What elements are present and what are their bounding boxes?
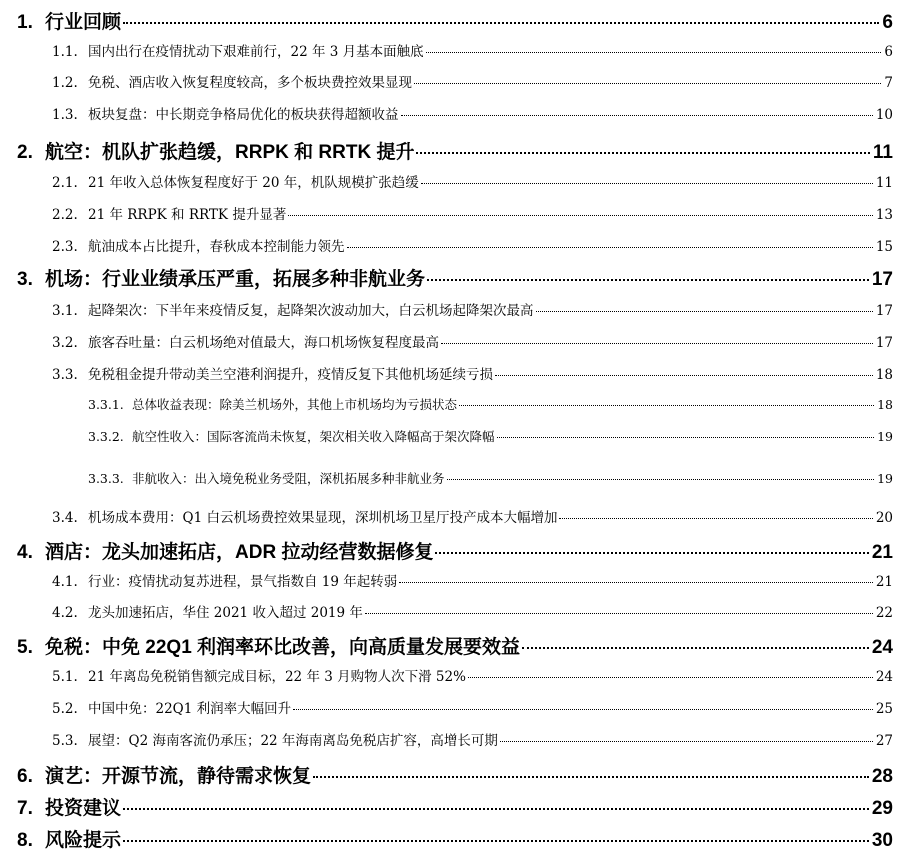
dot-leader: [559, 518, 872, 519]
toc-entry-text: [52, 71, 412, 91]
toc-entry-title: 航油成本占比提升，春秋成本控制能力领先: [88, 239, 345, 255]
toc-entry-text: [17, 7, 121, 34]
toc-entry-title: 展望：Q2 海南客流仍承压；22 年海南离岛免税店扩容，高增长可期: [88, 733, 498, 749]
toc-entry-page: 19: [877, 429, 893, 444]
toc-entry-text: [52, 665, 466, 685]
toc-entry-2-3[interactable]: [52, 235, 893, 257]
toc-entry-number: 3.3.2.: [88, 429, 124, 444]
toc-entry-page: 24: [871, 637, 893, 658]
dot-leader: [459, 405, 874, 406]
toc-entry-page: 11: [872, 142, 893, 163]
toc-entry-number: 4.2.: [52, 605, 78, 621]
toc-entry-title: 21 年 RRPK 和 RRTK 提升显著: [88, 207, 287, 223]
toc-entry-title: 机场：行业业绩承压严重，拓展多种非航业务: [45, 269, 426, 290]
dot-leader: [123, 22, 879, 24]
toc-entry-title: 21 年收入总体恢复程度好于 20 年，机队规模扩张趋缓: [88, 175, 419, 191]
toc-entry-page: 6: [882, 12, 893, 33]
toc-entry-title: 国内出行在疫情扰动下艰难前行，22 年 3 月基本面触底: [88, 44, 424, 60]
toc-entry-3-1[interactable]: [52, 299, 893, 321]
toc-entry-3-3[interactable]: [52, 363, 893, 385]
toc-entry-title: 中国中免：22Q1 利润率大幅回升: [88, 701, 292, 717]
dot-leader: [123, 840, 869, 842]
dot-leader: [435, 552, 868, 554]
toc-entry-page: 22: [875, 605, 893, 621]
dot-leader: [441, 343, 873, 344]
toc-entry-5-1[interactable]: [52, 665, 893, 687]
toc-entry-3-3-3[interactable]: [88, 469, 893, 489]
dot-leader: [495, 375, 873, 376]
dot-leader: [313, 776, 869, 778]
toc-entry-3-2[interactable]: [52, 331, 893, 353]
toc-entry-page: 18: [877, 397, 893, 412]
toc-entry-text: [17, 793, 121, 820]
toc-entry-3-4[interactable]: [52, 506, 893, 528]
toc-entry-7[interactable]: [17, 793, 893, 819]
toc-entry-text: [52, 235, 345, 255]
toc-entry-page: 30: [871, 830, 893, 851]
toc-entry-text: [52, 203, 286, 223]
toc-entry-text: [88, 427, 495, 445]
toc-entry-page: 17: [871, 269, 893, 290]
toc-entry-number: 3.4.: [52, 510, 78, 526]
toc-entry-title: 21 年离岛免税销售额完成目标，22 年 3 月购物人次下滑 52%: [88, 669, 466, 685]
toc-entry-3-3-1[interactable]: [88, 395, 893, 415]
toc-entry-text: [52, 363, 493, 383]
toc-entry-title: 演艺：开源节流，静待需求恢复: [45, 766, 312, 787]
dot-leader: [522, 647, 869, 649]
toc-entry-page: 10: [875, 107, 893, 123]
toc-entry-6[interactable]: [17, 761, 893, 787]
toc-entry-text: [88, 395, 457, 413]
toc-entry-number: 5.2.: [52, 701, 78, 717]
toc-entry-page: 25: [875, 701, 893, 717]
dot-leader: [399, 582, 873, 583]
toc-entry-number: 8.: [17, 830, 33, 851]
toc-entry-number: 7.: [17, 798, 33, 819]
toc-entry-1-1[interactable]: [52, 40, 893, 62]
toc-entry-8[interactable]: [17, 825, 893, 851]
toc-entry-text: [52, 103, 399, 123]
dot-leader: [536, 311, 873, 312]
toc-entry-3-3-2[interactable]: [88, 427, 893, 447]
toc-entry-text: [52, 40, 424, 60]
toc-entry-title: 免税租金提升带动美兰空港利润提升，疫情反复下其他机场延续亏损: [88, 367, 493, 383]
toc-entry-2-1[interactable]: [52, 171, 893, 193]
dot-leader: [497, 437, 875, 438]
toc-entry-5[interactable]: [17, 632, 893, 658]
toc-entry-number: 3.1.: [52, 303, 78, 319]
toc-entry-title: 航空性收入：国际客流尚未恢复，架次相关收入降幅高于架次降幅: [132, 429, 495, 444]
toc-entry-title: 航空：机队扩张趋缓，RRPK 和 RRTK 提升: [45, 142, 415, 163]
toc-entry-number: 1.3.: [52, 107, 78, 123]
dot-leader: [421, 183, 873, 184]
toc-entry-number: 4.: [17, 542, 33, 563]
toc-entry-page: 15: [875, 239, 893, 255]
toc-entry-number: 3.3.1.: [88, 397, 124, 412]
toc-entry-2[interactable]: [17, 137, 893, 163]
toc-entry-title: 行业回顾: [45, 12, 122, 33]
toc-entry-number: 6.: [17, 766, 33, 787]
toc-entry-page: 11: [875, 175, 893, 191]
toc-entry-number: 3.3.3.: [88, 471, 124, 486]
toc-entry-4[interactable]: [17, 537, 893, 563]
dot-leader: [500, 741, 873, 742]
toc-entry-number: 3.3.: [52, 367, 78, 383]
dot-leader: [401, 115, 873, 116]
toc-entry-number: 3.: [17, 269, 33, 290]
toc-entry-text: [52, 171, 419, 191]
dot-leader: [288, 215, 872, 216]
dot-leader: [414, 83, 881, 84]
toc-entry-page: 19: [877, 471, 893, 486]
toc-entry-title: 风险提示: [45, 830, 122, 851]
toc-entry-number: 3.2.: [52, 335, 78, 351]
toc-entry-5-2[interactable]: [52, 697, 893, 719]
toc-entry-4-1[interactable]: [52, 570, 893, 592]
toc-entry-number: 5.1.: [52, 669, 78, 685]
toc-entry-title: 投资建议: [45, 798, 122, 819]
toc-entry-number: 2.2.: [52, 207, 78, 223]
toc-entry-page: 24: [875, 669, 893, 685]
dot-leader: [365, 613, 873, 614]
dot-leader: [426, 52, 882, 53]
toc-entry-page: 28: [871, 766, 893, 787]
dot-leader: [123, 808, 869, 810]
toc-entry-text: [52, 299, 534, 319]
toc-entry-text: [52, 601, 363, 621]
toc-entry-title: 酒店：龙头加速拓店，ADR 拉动经营数据修复: [45, 542, 434, 563]
toc-entry-text: [52, 570, 397, 590]
toc-entry-title: 行业：疫情扰动复苏进程，景气指数自 19 年起转弱: [88, 574, 398, 590]
dot-leader: [427, 279, 869, 281]
toc-entry-page: 17: [875, 335, 893, 351]
dot-leader: [347, 247, 873, 248]
toc-entry-text: [52, 697, 291, 717]
toc-entry-5-3[interactable]: [52, 729, 893, 751]
toc-entry-title: 免税：中免 22Q1 利润率环比改善，向高质量发展要效益: [45, 637, 521, 658]
toc-entry-number: 1.2.: [52, 75, 78, 91]
toc-entry-3[interactable]: [17, 264, 893, 290]
toc-entry-text: [17, 825, 121, 852]
toc-entry-1-3[interactable]: [52, 103, 893, 125]
toc-entry-number: 2.: [17, 142, 33, 163]
toc-entry-title: 免税、酒店收入恢复程度较高，多个板块费控效果显现: [88, 75, 412, 91]
toc-entry-text: [17, 264, 425, 291]
toc-entry-title: 板块复盘：中长期竞争格局优化的板块获得超额收益: [88, 107, 399, 123]
toc-entry-number: 2.1.: [52, 175, 78, 191]
toc-entry-page: 7: [884, 75, 893, 91]
toc-entry-text: [88, 469, 445, 487]
toc-entry-text: [17, 761, 311, 788]
toc-entry-4-2[interactable]: [52, 601, 893, 623]
toc-entry-number: 1.: [17, 12, 33, 33]
toc-entry-title: 总体收益表现：除美兰机场外，其他上市机场均为亏损状态: [132, 397, 458, 412]
toc-entry-text: [17, 137, 414, 164]
toc-entry-title: 旅客吞吐量：白云机场绝对值最大，海口机场恢复程度最高: [88, 335, 439, 351]
toc-entry-text: [17, 632, 520, 659]
dot-leader: [447, 479, 875, 480]
toc-entry-2-2[interactable]: [52, 203, 893, 225]
toc-entry-number: 1.1.: [52, 44, 78, 60]
toc-entry-page: 21: [875, 574, 893, 590]
toc-entry-number: 5.3.: [52, 733, 78, 749]
toc-entry-title: 起降架次：下半年来疫情反复，起降架次波动加大，白云机场起降架次最高: [88, 303, 534, 319]
toc-entry-1-2[interactable]: [52, 71, 893, 93]
toc-entry-text: [52, 331, 439, 351]
toc-entry-page: 6: [884, 44, 893, 60]
toc-entry-1[interactable]: [17, 7, 893, 33]
toc-entry-page: 21: [871, 542, 893, 563]
toc-entry-number: 5.: [17, 637, 33, 658]
toc-entry-text: [52, 729, 498, 749]
toc-entry-page: 18: [875, 367, 893, 383]
dot-leader: [468, 677, 873, 678]
toc-entry-text: [52, 506, 557, 526]
toc-entry-page: 29: [871, 798, 893, 819]
toc-entry-title: 龙头加速拓店，华住 2021 收入超过 2019 年: [88, 605, 363, 621]
toc-entry-page: 17: [875, 303, 893, 319]
toc-entry-page: 20: [875, 510, 893, 526]
toc-entry-title: 机场成本费用：Q1 白云机场费控效果显现，深圳机场卫星厅投产成本大幅增加: [88, 510, 558, 526]
toc-entry-title: 非航收入：出入境免税业务受阻，深机拓展多种非航业务: [132, 471, 445, 486]
dot-leader: [416, 152, 869, 154]
toc-entry-page: 27: [875, 733, 893, 749]
toc-entry-page: 13: [875, 207, 893, 223]
toc-entry-text: [17, 537, 433, 564]
toc-entry-number: 4.1.: [52, 574, 78, 590]
dot-leader: [293, 709, 873, 710]
toc-entry-number: 2.3.: [52, 239, 78, 255]
